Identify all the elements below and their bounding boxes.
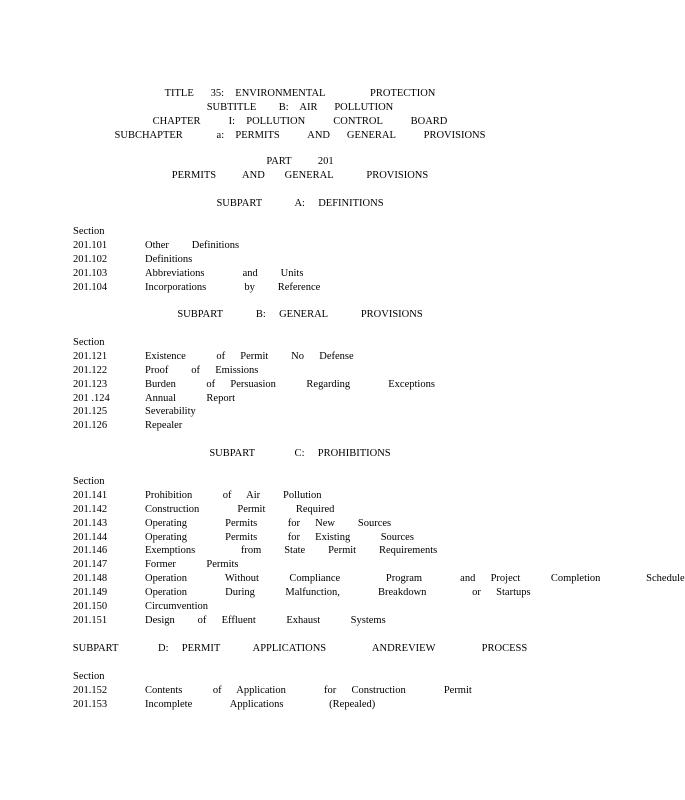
section-label: Section bbox=[73, 337, 105, 348]
section-row bbox=[73, 503, 593, 517]
section-label: Section bbox=[73, 226, 105, 237]
section-number: 201.146 bbox=[73, 545, 108, 557]
section-number: 201.102 bbox=[73, 253, 108, 265]
section-title: Severability bbox=[145, 406, 196, 418]
section-row bbox=[73, 531, 593, 545]
section-number: 201.144 bbox=[73, 531, 108, 543]
section-number: 201.151 bbox=[73, 614, 108, 626]
subpart-b-sections bbox=[73, 336, 593, 433]
title-line: TITLE 35: ENVIRONMENTAL PROTECTION bbox=[164, 88, 436, 99]
subpart-d-sections bbox=[73, 670, 593, 712]
section-title: Burden of Persuasion Regarding Exceptions bbox=[145, 378, 435, 390]
section-number: 201.141 bbox=[73, 489, 108, 501]
section-title: Annual Report bbox=[145, 392, 235, 404]
section-number: 201.121 bbox=[73, 350, 108, 362]
subpart-a-heading: SUBPART A: DEFINITIONS bbox=[216, 198, 384, 209]
section-row bbox=[73, 698, 593, 712]
section-title: Circumvention bbox=[145, 601, 208, 613]
section-title: Construction Permit Required bbox=[145, 503, 335, 515]
section-row bbox=[73, 572, 685, 586]
subpart-d-heading: SUBPART D: PERMIT APPLICATIONS ANDREVIEW PROCESS bbox=[72, 643, 528, 654]
section-number: 201.147 bbox=[73, 559, 108, 571]
section-title: Incomplete Applications (Repealed) bbox=[145, 698, 376, 710]
section-title: Operating Permits for Existing Sources bbox=[145, 531, 414, 543]
section-row bbox=[73, 517, 593, 531]
section-title: Definitions bbox=[145, 253, 193, 265]
subtitle-line: SUBTITLE B: AIR POLLUTION bbox=[206, 102, 394, 113]
subchapter-line: SUBCHAPTER a: PERMITS AND GENERAL PROVISIONS bbox=[114, 130, 486, 141]
section-number: 201 .124 bbox=[73, 392, 110, 404]
section-row bbox=[73, 267, 593, 281]
subpart-b-heading: SUBPART B: GENERAL PROVISIONS bbox=[177, 309, 423, 320]
section-row bbox=[73, 253, 593, 267]
section-title: Operating Permits for New Sources bbox=[145, 517, 392, 529]
section-title: Design of Effluent Exhaust Systems bbox=[145, 614, 386, 626]
section-number: 201.152 bbox=[73, 684, 108, 696]
section-row bbox=[73, 392, 593, 406]
section-number: 201.143 bbox=[73, 517, 108, 529]
section-row bbox=[73, 419, 593, 433]
section-row bbox=[73, 544, 593, 558]
section-row bbox=[73, 405, 593, 419]
section-title: Former Permits bbox=[145, 559, 239, 571]
section-title: Operation During Malfunction, Breakdown or Startups bbox=[145, 587, 531, 599]
section-row bbox=[73, 684, 593, 698]
section-row bbox=[73, 364, 593, 378]
chapter-line: CHAPTER I: POLLUTION CONTROL BOARD bbox=[152, 116, 448, 127]
section-row bbox=[73, 239, 593, 253]
section-title: Exemptions from State Permit Requirements bbox=[145, 545, 438, 557]
section-row bbox=[73, 281, 593, 295]
section-title: Proof of Emissions bbox=[145, 364, 259, 376]
section-title: Operation Without Compliance Program and Project Completion Schedule bbox=[145, 573, 685, 585]
part-number: PART 201 bbox=[266, 156, 334, 167]
section-row bbox=[73, 614, 593, 628]
section-title: Incorporations by Reference bbox=[145, 281, 321, 293]
section-number: 201.125 bbox=[73, 406, 108, 418]
section-number: 201.103 bbox=[73, 267, 108, 279]
part-name: PERMITS AND GENERAL PROVISIONS bbox=[171, 170, 429, 181]
section-title: Other Definitions bbox=[145, 239, 240, 251]
section-row bbox=[73, 378, 593, 392]
section-label: Section bbox=[73, 476, 105, 487]
section-row bbox=[73, 600, 593, 614]
section-title: Existence of Permit No Defense bbox=[145, 350, 354, 362]
section-number: 201.148 bbox=[73, 573, 108, 585]
section-title: Abbreviations and Units bbox=[145, 267, 304, 279]
subpart-c-sections bbox=[73, 475, 685, 628]
section-number: 201.149 bbox=[73, 587, 108, 599]
section-number: 201.122 bbox=[73, 364, 108, 376]
section-number: 201.101 bbox=[73, 239, 108, 251]
section-number: 201.150 bbox=[73, 601, 108, 613]
document-header bbox=[0, 87, 600, 143]
subpart-a-sections bbox=[73, 225, 593, 294]
section-row bbox=[73, 586, 593, 600]
section-row bbox=[73, 489, 593, 503]
subpart-c-heading: SUBPART C: PROHIBITIONS bbox=[209, 448, 391, 459]
section-number: 201.142 bbox=[73, 503, 108, 515]
section-row bbox=[73, 558, 593, 572]
section-number: 201.123 bbox=[73, 378, 108, 390]
section-title: Repealer bbox=[145, 420, 183, 432]
section-number: 201.104 bbox=[73, 281, 108, 293]
section-row bbox=[73, 350, 593, 364]
section-label: Section bbox=[73, 671, 105, 682]
section-number: 201.153 bbox=[73, 698, 108, 710]
section-title: Contents of Application for Construction Permit bbox=[145, 684, 472, 696]
section-title: Prohibition of Air Pollution bbox=[145, 489, 322, 501]
section-number: 201.126 bbox=[73, 420, 108, 432]
